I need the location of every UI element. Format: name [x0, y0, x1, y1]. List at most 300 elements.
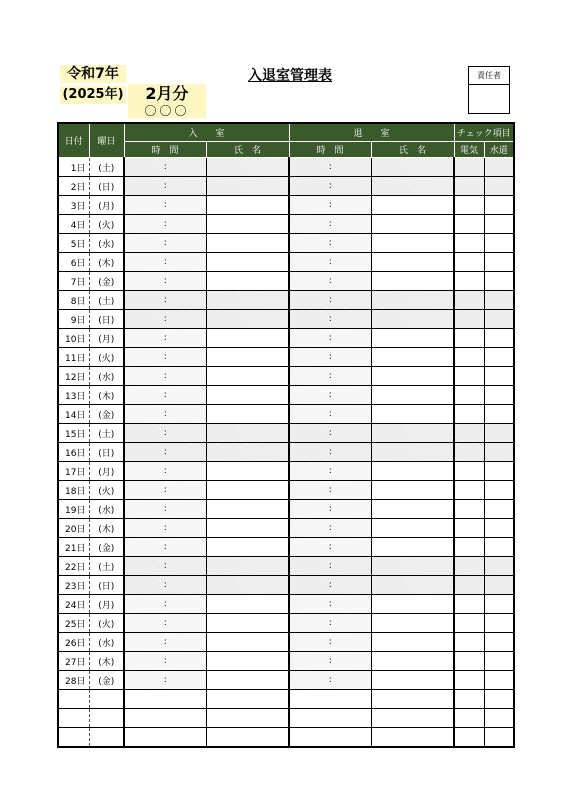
row-weekday: (日)	[89, 177, 124, 196]
electric-check-cell[interactable]	[454, 671, 484, 690]
entry-name-cell[interactable]	[206, 652, 289, 671]
entry-time-cell[interactable]: :	[124, 595, 206, 614]
row-day: 2日	[58, 177, 89, 196]
electric-check-cell[interactable]	[454, 386, 484, 405]
row-weekday: (土)	[89, 158, 124, 177]
row-weekday: (火)	[89, 481, 124, 500]
table-row	[58, 367, 514, 386]
exit-time-cell[interactable]: :	[289, 671, 371, 690]
organization-placeholder: 〇〇〇	[144, 104, 190, 118]
entry-name-cell[interactable]	[206, 557, 289, 576]
table-row-blank	[58, 728, 514, 748]
entry-time-cell[interactable]: :	[124, 386, 206, 405]
row-day: 20日	[58, 519, 89, 538]
electric-check-cell[interactable]	[454, 405, 484, 424]
water-check-cell[interactable]	[484, 329, 514, 348]
exit-time-cell[interactable]: :	[289, 215, 371, 234]
row-day: 13日	[58, 386, 89, 405]
exit-name-cell[interactable]	[371, 158, 454, 177]
electric-check-cell[interactable]	[454, 348, 484, 367]
exit-time-cell[interactable]: :	[289, 576, 371, 595]
exit-name-cell[interactable]	[371, 443, 454, 462]
table-row	[58, 443, 514, 462]
table-row	[58, 158, 514, 177]
exit-name-cell[interactable]	[371, 424, 454, 443]
entry-exit-table	[57, 122, 515, 748]
row-day	[58, 728, 89, 748]
entry-time-cell[interactable]: :	[124, 215, 206, 234]
entry-name-cell[interactable]	[206, 614, 289, 633]
table-row	[58, 519, 514, 538]
water-check-cell[interactable]	[484, 557, 514, 576]
entry-name-cell[interactable]	[206, 196, 289, 215]
western-year: (2025年)	[60, 86, 126, 104]
entry-name-cell[interactable]	[206, 272, 289, 291]
water-check-cell[interactable]	[484, 481, 514, 500]
electric-check-cell[interactable]	[454, 690, 484, 709]
entry-name-cell[interactable]	[206, 709, 289, 728]
row-weekday: (木)	[89, 253, 124, 272]
entry-name-cell[interactable]	[206, 215, 289, 234]
row-day: 26日	[58, 633, 89, 652]
water-check-cell[interactable]	[484, 462, 514, 481]
table-row	[58, 652, 514, 671]
row-day: 18日	[58, 481, 89, 500]
row-weekday: (水)	[89, 234, 124, 253]
entry-time-cell[interactable]: :	[124, 462, 206, 481]
exit-name-cell[interactable]	[371, 234, 454, 253]
electric-check-cell[interactable]	[454, 500, 484, 519]
electric-check-cell[interactable]	[454, 633, 484, 652]
entry-name-cell[interactable]	[206, 443, 289, 462]
water-check-cell[interactable]	[484, 405, 514, 424]
water-check-cell[interactable]	[484, 576, 514, 595]
entry-time-cell[interactable]: :	[124, 405, 206, 424]
exit-time-cell[interactable]: :	[289, 557, 371, 576]
table-row	[58, 614, 514, 633]
entry-time-cell[interactable]: :	[124, 424, 206, 443]
row-day: 7日	[58, 272, 89, 291]
exit-time-cell[interactable]: :	[289, 348, 371, 367]
exit-time-cell[interactable]: :	[289, 253, 371, 272]
row-day: 1日	[58, 158, 89, 177]
row-weekday: (木)	[89, 652, 124, 671]
water-check-cell[interactable]	[484, 272, 514, 291]
entry-name-cell[interactable]	[206, 405, 289, 424]
entry-time-cell[interactable]: :	[124, 538, 206, 557]
row-day: 8日	[58, 291, 89, 310]
exit-name-cell[interactable]	[371, 215, 454, 234]
row-weekday: (水)	[89, 633, 124, 652]
table-row	[58, 671, 514, 690]
exit-name-cell[interactable]	[371, 652, 454, 671]
table-row	[58, 462, 514, 481]
entry-name-cell[interactable]	[206, 158, 289, 177]
responsible-label: 責任者	[469, 67, 509, 85]
electric-check-cell[interactable]	[454, 557, 484, 576]
row-day: 6日	[58, 253, 89, 272]
entry-name-cell[interactable]	[206, 348, 289, 367]
entry-name-cell[interactable]	[206, 671, 289, 690]
exit-name-cell[interactable]	[371, 500, 454, 519]
exit-time-cell[interactable]: :	[289, 443, 371, 462]
exit-name-cell[interactable]	[371, 177, 454, 196]
exit-name-cell[interactable]	[371, 690, 454, 709]
header-weekday: 曜日	[89, 123, 124, 158]
entry-time-cell[interactable]: :	[124, 671, 206, 690]
row-day: 27日	[58, 652, 89, 671]
entry-time-cell[interactable]: :	[124, 519, 206, 538]
water-check-cell[interactable]	[484, 443, 514, 462]
entry-name-cell[interactable]	[206, 291, 289, 310]
exit-name-cell[interactable]	[371, 481, 454, 500]
entry-time-cell[interactable]: :	[124, 633, 206, 652]
water-check-cell[interactable]	[484, 291, 514, 310]
table-row	[58, 272, 514, 291]
entry-name-cell[interactable]	[206, 728, 289, 748]
row-weekday	[89, 728, 124, 748]
entry-time-cell[interactable]: :	[124, 367, 206, 386]
entry-name-cell[interactable]	[206, 690, 289, 709]
row-weekday: (日)	[89, 576, 124, 595]
exit-name-cell[interactable]	[371, 709, 454, 728]
month-block	[128, 84, 206, 118]
row-day: 12日	[58, 367, 89, 386]
table-row	[58, 633, 514, 652]
table-row	[58, 557, 514, 576]
exit-name-cell[interactable]	[371, 557, 454, 576]
row-day: 19日	[58, 500, 89, 519]
entry-time-cell[interactable]: :	[124, 291, 206, 310]
electric-check-cell[interactable]	[454, 709, 484, 728]
row-day: 11日	[58, 348, 89, 367]
exit-time-cell[interactable]: :	[289, 595, 371, 614]
water-check-cell[interactable]	[484, 633, 514, 652]
electric-check-cell[interactable]	[454, 329, 484, 348]
exit-name-cell[interactable]	[371, 272, 454, 291]
entry-time-cell[interactable]	[124, 728, 206, 748]
entry-name-cell[interactable]	[206, 386, 289, 405]
water-check-cell[interactable]	[484, 177, 514, 196]
table-row	[58, 348, 514, 367]
exit-time-cell[interactable]: :	[289, 196, 371, 215]
entry-name-cell[interactable]	[206, 595, 289, 614]
entry-name-cell[interactable]	[206, 253, 289, 272]
water-check-cell[interactable]	[484, 709, 514, 728]
exit-name-cell[interactable]	[371, 386, 454, 405]
electric-check-cell[interactable]	[454, 576, 484, 595]
table-body	[58, 158, 514, 748]
responsible-stamp-box	[468, 66, 510, 114]
water-check-cell[interactable]	[484, 652, 514, 671]
electric-check-cell[interactable]	[454, 253, 484, 272]
responsible-stamp-field[interactable]	[469, 85, 509, 115]
row-day: 25日	[58, 614, 89, 633]
water-check-cell[interactable]	[484, 614, 514, 633]
row-day: 10日	[58, 329, 89, 348]
row-weekday: (日)	[89, 310, 124, 329]
exit-time-cell[interactable]: :	[289, 481, 371, 500]
electric-check-cell[interactable]	[454, 234, 484, 253]
row-day: 22日	[58, 557, 89, 576]
entry-time-cell[interactable]: :	[124, 329, 206, 348]
exit-time-cell[interactable]: :	[289, 652, 371, 671]
exit-name-cell[interactable]	[371, 728, 454, 748]
table-row-blank	[58, 709, 514, 728]
row-weekday: (金)	[89, 671, 124, 690]
header-check: チェック項目	[454, 123, 514, 142]
electric-check-cell[interactable]	[454, 614, 484, 633]
entry-time-cell[interactable]: :	[124, 557, 206, 576]
electric-check-cell[interactable]	[454, 538, 484, 557]
entry-name-cell[interactable]	[206, 500, 289, 519]
exit-name-cell[interactable]	[371, 462, 454, 481]
electric-check-cell[interactable]	[454, 443, 484, 462]
row-weekday: (土)	[89, 291, 124, 310]
header-entry-name: 氏 名	[206, 142, 289, 158]
electric-check-cell[interactable]	[454, 196, 484, 215]
entry-time-cell[interactable]: :	[124, 614, 206, 633]
entry-time-cell[interactable]	[124, 690, 206, 709]
water-check-cell[interactable]	[484, 158, 514, 177]
entry-name-cell[interactable]	[206, 538, 289, 557]
exit-time-cell[interactable]: :	[289, 538, 371, 557]
exit-name-cell[interactable]	[371, 329, 454, 348]
water-check-cell[interactable]	[484, 595, 514, 614]
exit-time-cell[interactable]: :	[289, 614, 371, 633]
exit-name-cell[interactable]	[371, 519, 454, 538]
header-entry: 入 室	[124, 123, 289, 142]
exit-time-cell[interactable]: :	[289, 519, 371, 538]
electric-check-cell[interactable]	[454, 272, 484, 291]
water-check-cell[interactable]	[484, 500, 514, 519]
entry-time-cell[interactable]: :	[124, 500, 206, 519]
entry-time-cell[interactable]: :	[124, 310, 206, 329]
electric-check-cell[interactable]	[454, 481, 484, 500]
exit-time-cell[interactable]	[289, 709, 371, 728]
exit-name-cell[interactable]	[371, 253, 454, 272]
row-day: 4日	[58, 215, 89, 234]
water-check-cell[interactable]	[484, 215, 514, 234]
electric-check-cell[interactable]	[454, 215, 484, 234]
header-exit-name: 氏 名	[371, 142, 454, 158]
exit-time-cell[interactable]: :	[289, 405, 371, 424]
exit-time-cell[interactable]: :	[289, 386, 371, 405]
row-weekday	[89, 709, 124, 728]
row-day: 24日	[58, 595, 89, 614]
entry-name-cell[interactable]	[206, 329, 289, 348]
header-entry-time: 時 間	[124, 142, 206, 158]
row-weekday: (木)	[89, 519, 124, 538]
exit-name-cell[interactable]	[371, 614, 454, 633]
table-row-blank	[58, 690, 514, 709]
exit-time-cell[interactable]: :	[289, 234, 371, 253]
entry-time-cell[interactable]: :	[124, 481, 206, 500]
exit-name-cell[interactable]	[371, 367, 454, 386]
exit-time-cell[interactable]: :	[289, 291, 371, 310]
row-day: 23日	[58, 576, 89, 595]
entry-name-cell[interactable]	[206, 177, 289, 196]
electric-check-cell[interactable]	[454, 728, 484, 748]
row-weekday: (木)	[89, 386, 124, 405]
water-check-cell[interactable]	[484, 253, 514, 272]
exit-time-cell[interactable]: :	[289, 424, 371, 443]
exit-name-cell[interactable]	[371, 291, 454, 310]
row-day: 16日	[58, 443, 89, 462]
entry-name-cell[interactable]	[206, 576, 289, 595]
table-row	[58, 196, 514, 215]
header-electric: 電気	[454, 142, 484, 158]
entry-time-cell[interactable]	[124, 709, 206, 728]
row-weekday: (水)	[89, 367, 124, 386]
exit-time-cell[interactable]: :	[289, 329, 371, 348]
entry-name-cell[interactable]	[206, 424, 289, 443]
month-label: 2月分	[145, 84, 189, 103]
entry-name-cell[interactable]	[206, 633, 289, 652]
row-day: 17日	[58, 462, 89, 481]
electric-check-cell[interactable]	[454, 424, 484, 443]
table-row	[58, 234, 514, 253]
entry-name-cell[interactable]	[206, 519, 289, 538]
table-row	[58, 177, 514, 196]
water-check-cell[interactable]	[484, 234, 514, 253]
exit-name-cell[interactable]	[371, 633, 454, 652]
row-weekday: (金)	[89, 405, 124, 424]
row-day	[58, 690, 89, 709]
exit-time-cell[interactable]	[289, 728, 371, 748]
table-row	[58, 215, 514, 234]
entry-name-cell[interactable]	[206, 310, 289, 329]
table-row	[58, 291, 514, 310]
table-row	[58, 576, 514, 595]
water-check-cell[interactable]	[484, 671, 514, 690]
electric-check-cell[interactable]	[454, 652, 484, 671]
table-row	[58, 405, 514, 424]
row-day: 5日	[58, 234, 89, 253]
water-check-cell[interactable]	[484, 424, 514, 443]
electric-check-cell[interactable]	[454, 595, 484, 614]
exit-time-cell[interactable]: :	[289, 633, 371, 652]
row-day: 9日	[58, 310, 89, 329]
electric-check-cell[interactable]	[454, 367, 484, 386]
exit-name-cell[interactable]	[371, 405, 454, 424]
row-weekday: (土)	[89, 557, 124, 576]
row-weekday: (金)	[89, 538, 124, 557]
exit-time-cell[interactable]: :	[289, 367, 371, 386]
water-check-cell[interactable]	[484, 728, 514, 748]
entry-time-cell[interactable]: :	[124, 158, 206, 177]
electric-check-cell[interactable]	[454, 310, 484, 329]
entry-time-cell[interactable]: :	[124, 196, 206, 215]
row-day: 28日	[58, 671, 89, 690]
row-day: 3日	[58, 196, 89, 215]
exit-time-cell[interactable]: :	[289, 500, 371, 519]
exit-name-cell[interactable]	[371, 310, 454, 329]
table-row	[58, 538, 514, 557]
header-day: 日付	[58, 123, 89, 158]
exit-name-cell[interactable]	[371, 348, 454, 367]
row-day: 15日	[58, 424, 89, 443]
row-weekday: (土)	[89, 424, 124, 443]
electric-check-cell[interactable]	[454, 519, 484, 538]
electric-check-cell[interactable]	[454, 158, 484, 177]
row-weekday	[89, 690, 124, 709]
row-weekday: (月)	[89, 462, 124, 481]
row-day: 21日	[58, 538, 89, 557]
water-check-cell[interactable]	[484, 386, 514, 405]
era-year: 令和7年	[60, 65, 126, 83]
exit-name-cell[interactable]	[371, 196, 454, 215]
row-weekday: (日)	[89, 443, 124, 462]
water-check-cell[interactable]	[484, 348, 514, 367]
exit-time-cell[interactable]: :	[289, 177, 371, 196]
row-weekday: (水)	[89, 500, 124, 519]
row-weekday: (月)	[89, 196, 124, 215]
water-check-cell[interactable]	[484, 519, 514, 538]
water-check-cell[interactable]	[484, 310, 514, 329]
table-row	[58, 595, 514, 614]
row-weekday: (火)	[89, 348, 124, 367]
exit-name-cell[interactable]	[371, 538, 454, 557]
entry-time-cell[interactable]: :	[124, 652, 206, 671]
entry-time-cell[interactable]: :	[124, 576, 206, 595]
water-check-cell[interactable]	[484, 196, 514, 215]
electric-check-cell[interactable]	[454, 177, 484, 196]
header-exit-time: 時 間	[289, 142, 371, 158]
electric-check-cell[interactable]	[454, 462, 484, 481]
entry-time-cell[interactable]: :	[124, 234, 206, 253]
entry-time-cell[interactable]: :	[124, 177, 206, 196]
exit-time-cell[interactable]: :	[289, 272, 371, 291]
entry-name-cell[interactable]	[206, 481, 289, 500]
row-day	[58, 709, 89, 728]
page-title: 入退室管理表	[248, 68, 332, 84]
table-row	[58, 253, 514, 272]
table-row	[58, 424, 514, 443]
header-water: 水道	[484, 142, 514, 158]
table-row	[58, 386, 514, 405]
table-row	[58, 500, 514, 519]
exit-time-cell[interactable]	[289, 690, 371, 709]
row-weekday: (月)	[89, 329, 124, 348]
row-weekday: (月)	[89, 595, 124, 614]
entry-name-cell[interactable]	[206, 234, 289, 253]
water-check-cell[interactable]	[484, 538, 514, 557]
exit-time-cell[interactable]: :	[289, 310, 371, 329]
row-weekday: (火)	[89, 614, 124, 633]
row-weekday: (火)	[89, 215, 124, 234]
exit-time-cell[interactable]: :	[289, 462, 371, 481]
entry-name-cell[interactable]	[206, 367, 289, 386]
exit-name-cell[interactable]	[371, 595, 454, 614]
header-exit: 退 室	[289, 123, 454, 142]
entry-time-cell[interactable]: :	[124, 348, 206, 367]
exit-name-cell[interactable]	[371, 671, 454, 690]
table-row	[58, 481, 514, 500]
row-day: 14日	[58, 405, 89, 424]
exit-name-cell[interactable]	[371, 576, 454, 595]
entry-time-cell[interactable]: :	[124, 443, 206, 462]
entry-name-cell[interactable]	[206, 462, 289, 481]
entry-time-cell[interactable]: :	[124, 272, 206, 291]
table-row	[58, 329, 514, 348]
electric-check-cell[interactable]	[454, 291, 484, 310]
table-row	[58, 310, 514, 329]
exit-time-cell[interactable]: :	[289, 158, 371, 177]
water-check-cell[interactable]	[484, 367, 514, 386]
water-check-cell[interactable]	[484, 690, 514, 709]
entry-time-cell[interactable]: :	[124, 253, 206, 272]
